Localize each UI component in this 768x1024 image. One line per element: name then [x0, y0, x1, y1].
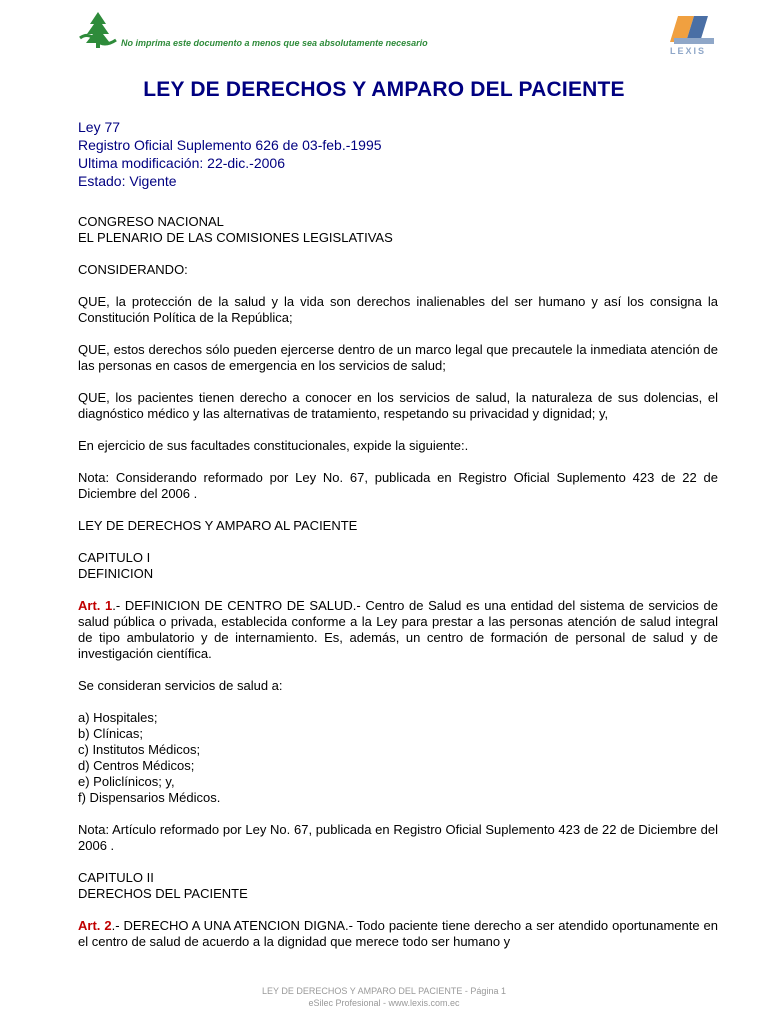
chapter-2-name: DERECHOS DEL PACIENTE — [78, 886, 248, 901]
chapter-1-heading — [78, 550, 718, 582]
article-1 — [78, 598, 718, 662]
chapter-1-number: CAPITULO I — [78, 550, 151, 565]
list-item: e) Policlínicos; y, — [78, 774, 175, 789]
article-2-label: Art. 2 — [78, 918, 112, 933]
last-modification: Ultima modificación: 22-dic.-2006 — [78, 155, 285, 171]
law-heading: LEY DE DERECHOS Y AMPARO AL PACIENTE — [78, 518, 358, 533]
ley-number: Ley 77 — [78, 119, 121, 135]
que-paragraph-1: QUE, la protección de la salud y la vida son derechos inalienables del ser humano y así los consigna la Constitución Política de la República; — [78, 294, 718, 325]
tree-logo-icon — [78, 10, 118, 50]
chapter-2-number: CAPITULO II — [78, 870, 154, 885]
list-item: b) Clínicas; — [78, 726, 144, 741]
ejercicio-paragraph: En ejercicio de sus facultades constitucionales, expide la siguiente:. — [78, 438, 469, 453]
nota-articulo: Nota: Artículo reformado por Ley No. 67, publicada en Registro Oficial Suplemento 423 de 22 de Diciembre del 2006 . — [78, 822, 718, 853]
article-2-text: .- DERECHO A UNA ATENCION DIGNA.- Todo paciente tiene derecho a ser atendido oportunamente en el centro de salud de acuerdo a la dignidad que merece todo ser humano y — [78, 918, 719, 949]
page-footer — [0, 985, 768, 1009]
footer-source: eSilec Profesional - www.lexis.com.ec — [308, 998, 460, 1008]
registro-oficial: Registro Oficial Suplemento 626 de 03-feb.-1995 — [78, 137, 382, 153]
chapter-1-name: DEFINICION — [78, 566, 154, 581]
print-notice: No imprima este documento a menos que sea absolutamente necesario — [121, 38, 428, 48]
article-1-label: Art. 1 — [78, 598, 113, 613]
servicios-intro: Se consideran servicios de salud a: — [78, 678, 283, 693]
congreso: CONGRESO NACIONAL — [78, 214, 224, 229]
plenario: EL PLENARIO DE LAS COMISIONES LEGISLATIVAS — [78, 230, 393, 245]
lexis-brand: LEXIS — [670, 46, 707, 56]
article-2 — [78, 918, 718, 950]
status: Estado: Vigente — [78, 173, 177, 189]
que-paragraph-3: QUE, los pacientes tienen derecho a conocer en los servicios de salud, la naturaleza de sus dolencias, el diagnóstico médico y las alternativas de tratamiento, respetando su privacidad y dignidad; y, — [78, 390, 718, 421]
document-meta — [78, 118, 382, 190]
considerando-heading: CONSIDERANDO: — [78, 262, 188, 277]
nota-considerando: Nota: Considerando reformado por Ley No. 67, publicada en Registro Oficial Suplemento 423 de 22 de Diciembre del 2006 . — [78, 470, 718, 501]
page-header — [0, 0, 768, 70]
congreso-block — [78, 214, 718, 246]
list-item: d) Centros Médicos; — [78, 758, 195, 773]
document-body — [78, 214, 718, 950]
list-item: c) Institutos Médicos; — [78, 742, 201, 757]
list-item: a) Hospitales; — [78, 710, 158, 725]
servicios-list — [78, 710, 718, 806]
chapter-2-heading — [78, 870, 718, 902]
list-item: f) Dispensarios Médicos. — [78, 790, 221, 805]
document-title: LEY DE DERECHOS Y AMPARO DEL PACIENTE — [143, 78, 625, 101]
footer-title: LEY DE DERECHOS Y AMPARO DEL PACIENTE - Página 1 — [262, 986, 506, 996]
article-1-text: .- DEFINICION DE CENTRO DE SALUD.- Centro de Salud es una entidad del sistema de servicios de salud pública o privada, establecida conforme a la Ley para prestar a las personas atención de salud integral de tipo ambulatorio y de internamiento. Es, además, un centro de formación de personal de salud y de investigación científica. — [78, 598, 718, 661]
que-paragraph-2: QUE, estos derechos sólo pueden ejercerse dentro de un marco legal que precautele la inmediata atención de las personas en casos de emergencia en los servicios de salud; — [78, 342, 718, 373]
